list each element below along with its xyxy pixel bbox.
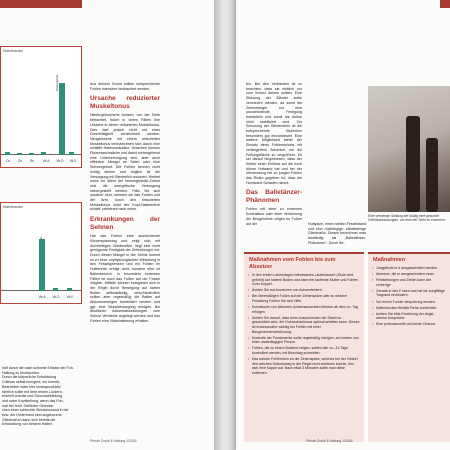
- box-list: [244, 273, 364, 375]
- chart-2-category: Vit.E: [66, 295, 74, 299]
- left-page: [0, 0, 214, 450]
- list-item: • Fohlen, die zu einem Bockhuf neigen, sollten alle vo.–14 Tage kontrolliert werden, mit Beschlag schneiden.: [252, 346, 360, 355]
- page-footer: Pferde Zucht & Haltung 1/2018: [306, 439, 353, 443]
- chart-1-category: Se: [29, 159, 35, 163]
- text-line: rderlich sollte mit dem reinen Lockern-: [2, 389, 63, 394]
- chart-1-category: Vit.E: [69, 159, 77, 163]
- text-line: Haltung zu beobachten.: [2, 370, 40, 375]
- chart-1-bar: [29, 153, 34, 155]
- left-column-text: [2, 366, 78, 427]
- chart-2: [0, 202, 82, 304]
- list-item: • Kontrolle der Fundamente sollte regelmäßig erfolgen, am besten von einer unabhängigen Person.: [252, 336, 360, 345]
- text-line: ll dieses selbst korrigiert, ein korrekt-: [2, 380, 61, 385]
- chart-1-category: Cu: [5, 159, 11, 163]
- horse-leg: [406, 116, 420, 212]
- right-page: [236, 0, 450, 450]
- list-item: • Vor einem Turnier tempotrung werden.: [376, 300, 446, 305]
- column-1-text: [246, 82, 302, 229]
- hoof-photo: [368, 86, 450, 212]
- measures-box: [244, 252, 364, 442]
- paragraph: ten. Bei den Verbänden ist zu beachten, dass sie wirklich nur zum Schutz dienen sollten. Eine Stützung der Bänder sollte vermieden werden, da sonst die Zehenbeuger nur eine unzureichende Festigung entwickeln und somit die Achse nicht stabilisiert wird. Zur Schonung der Gliedmaßen ist die entsprechende Stulenbox besonders gut einzustreuen. Eine weitere Möglichkeit bietet der Einsatz eines Fohlenschuhs mit verlängertem Schenkel, um die Fußungsfläche zu vergrößern. Es sei darauf hingewiesen, dass der Kleber einen Einfluss auf die noch dünne Hufwand hat und bei der Verwendung bei zu jungen Fohlen das Risiko gegeben ist, dass die Hornwand Schaden nimmt.: [246, 82, 302, 185]
- list-item: • Korrekturen von kleineren Achsenanomalien können ab dem vo. Tag erfolgen.: [252, 305, 360, 314]
- text-line: Gliedmaßen kann sich bereits die: [2, 417, 56, 422]
- text-line: Bearbeiten wäre hier kontraproduktiv: [2, 384, 61, 389]
- intro-paragraph: Aus diesem Grund sollten entsprechende Fohlen intensiver beobachtet werden.: [90, 82, 160, 91]
- list-item: • Gerade in den F cken und hat sie sorgfältige Tragrand verhindern.: [376, 289, 446, 298]
- photo-caption: Eine sehnenge Stellung bei häufig eine gesunde Gelenksbelastungen, um eine der Seite zu erkennen.: [368, 214, 446, 223]
- measures-box-2: [368, 252, 450, 442]
- chart-1-bar: [69, 152, 74, 155]
- list-item: • Kaltentrocken flexible Rehe vorbereitet.: [376, 306, 446, 311]
- chart-2-bar: [39, 239, 45, 291]
- chart-1-category: Vit.D: [56, 159, 64, 163]
- chart-2-category: Vit.D: [52, 295, 60, 299]
- text-line: Entwicklung von beidem Halten.: [2, 422, 54, 427]
- list-item: • Achten Sie bitte Ernährung der ängst, welche Ansprüche.: [376, 312, 446, 321]
- paragraph: Fohlen mit einer zu extremen Kontraktion oder einer Verkürzung der Beugesehne zeigen im Fußen auf der: [246, 207, 302, 226]
- chart-2-ylabel: Skelettmuskel: [3, 205, 23, 209]
- paragraph: Hat das Fohlen eine ausreichende Körperspannung und zeigt sich mit durchtrittigen Gliedmaßen, liegt eine nicht genügende Festigkeit der Zehenbeuger vor. Durch diesen Mangel in der Sehne kommt es zu einer unphysiologischen Winkelung in den Fesselgelenken und ein Fohlen im Hufbereich erfolgt nicht, sondern eher ist Ballenbereich. In besonders extremen Fällen ist auch das Fußen auf der Fessel möglich. Mittelin können korrigieren sich in der Regel durch Bewegung auf harten Boden selbstständig, verschiedentlich sollten aber regelmäßig die Ballen auf Abscheuerungen kontrolliert werden und ggf. eine Wundversorgung erfolgen. Bei deutlichen Achsenabweichungen zum Schutz Verbände angelegt werden und das Fohlen eine Vitaminisierung erhalten.: [90, 234, 160, 323]
- chart-1-bar: [59, 83, 65, 155]
- text-line: halt durch die nach schnelle Einsatz der Foh-: [2, 366, 74, 370]
- chart-2-category: Vit.A: [38, 295, 46, 299]
- list-item: • Eine professionelle und beste Chance.: [376, 322, 446, 327]
- box-title: Maßnahmen vom Fohlen bis zum Absetzer: [249, 257, 336, 270]
- section-heading: Das Balletänzer-Phänomen: [246, 189, 302, 204]
- chart-1-category: Vit.A: [42, 159, 50, 163]
- horse-leg: [426, 138, 438, 212]
- column-2-text: [308, 222, 366, 249]
- text-line: erden/Kontrolle und Sturznachbildung: [2, 394, 63, 399]
- text-line: chen einer schlechte Streckenwand in der: [2, 408, 69, 413]
- box-title: Maßnahmen: [373, 257, 406, 263]
- paragraph: Niedergebrochene Achsen, von der Seite betrachtet, fußen in vielen Fällen ihre Ursache in einem reduzierten Muskeltonus. Dies darf jedoch nicht mit einer Durchtrittigkeit verwechselt werden. Neugeborene mit einem reduzierten Muskeltonus kennzeichnen sich durch eine schlaffe Haltemuskulatur. Ursachen können Plazentaschwäche und damit einhergehend eine Unterversorgung sein, aber auch effektiver Mangel an Selen oder eine Schwergeburt. Die Fohlen kennen nicht richtig stehen und folglich ist die Versorgung mit Biestmilch reduziert. Hierbei muss vor allem der Immunglobulin-Zufuhr und die energetische Versorgung sichergestellt werden. Falls Sie sich unsicher sind, nehmen sie das Fohlen und der Arm, durch den reduzierten Muskeltonus sinkt der Kopf-Halsbereich schlaff, penetrant nach unten.: [90, 113, 160, 212]
- chart-1-ylabel: Skelettmuskel: [3, 49, 23, 53]
- right-column-text: [90, 82, 160, 327]
- list-item: • Bei übermäßigen Fußen auf der Zehenspitze oder zu weicher Fesselung Fohlen Sie sich Hilfe.: [252, 294, 360, 303]
- chart-1: [0, 46, 82, 168]
- header-color-bar: [440, 0, 450, 8]
- list-item: • In den ersten Lebenstagen behutsames Laufenlassen (Stute wird geführt) auf hartem Boden und dann frei laufende Mutter und Fohlen vorm Koppel.: [252, 273, 360, 287]
- chart-2-bar: [67, 288, 72, 291]
- section-heading: Erkrankungen der Sehnen: [90, 216, 160, 231]
- chart-1-bar: [17, 153, 22, 155]
- list-item: • Fehlstellungen und Zehen kann der vorherige: [376, 278, 446, 287]
- list-item: • Achten Sie darauf, dass beim Ausschneiden der Strahl zu geschnitten wird, der Hufmechanismus optimal arbeiten kann. Dieses ist insbesondere wichtig bei Fohlen mit einer Beugesehnenverkürzung.: [252, 316, 360, 334]
- list-item: • Das weiche Fohlenhorn an der Zehenspitze, welches bei der Geburt den weichen Geburtsweg in der Regel nicht verletzen konnte, löst sich eine Kappe auf. Nach etwa 3 Monaten sollte man diese entfernen.: [252, 357, 360, 375]
- list-item: • Absetzer, die m ausgeschnitten muss.: [376, 272, 446, 277]
- chart-1-bar: [41, 152, 46, 155]
- text-line: mal frei fehlt. Gefühlter Gelenke-: [2, 403, 54, 408]
- text-line: bzw. der Hinterhand sind angeborene: [2, 413, 62, 418]
- book-gutter: [214, 0, 236, 450]
- section-heading: Ursache reduzierter Muskeltonus: [90, 95, 160, 110]
- chart-2-bar: [53, 288, 58, 291]
- list-item: • Jungpferde in d ausgeschnitten werden.: [376, 266, 446, 271]
- chart-1-bar: [5, 152, 10, 155]
- chart-1-bar-label: Serengehalt: [55, 74, 59, 91]
- paragraph: Hufspitze, einen steilen Fesselstand und eine rückbiegige, säbelbeinige Gliedmaße. Dieses bezeichnet man landläufig als „Ballettänzer-Phänomen“. Durch Be-: [308, 222, 366, 245]
- text-line: Durch die körperliche Entwicklung: [2, 375, 57, 380]
- text-line: und unter Kopfstellung, wenn das Foh-: [2, 398, 64, 403]
- chart-1-category: Zn: [18, 159, 22, 163]
- header-color-bar: [0, 0, 82, 8]
- page-footer: Pferde Zucht & Haltung 1/2018: [90, 439, 137, 443]
- list-item: • Achten Sie auf Anzeichen von Achsenfehlern.: [252, 288, 360, 293]
- box-list: [368, 266, 450, 327]
